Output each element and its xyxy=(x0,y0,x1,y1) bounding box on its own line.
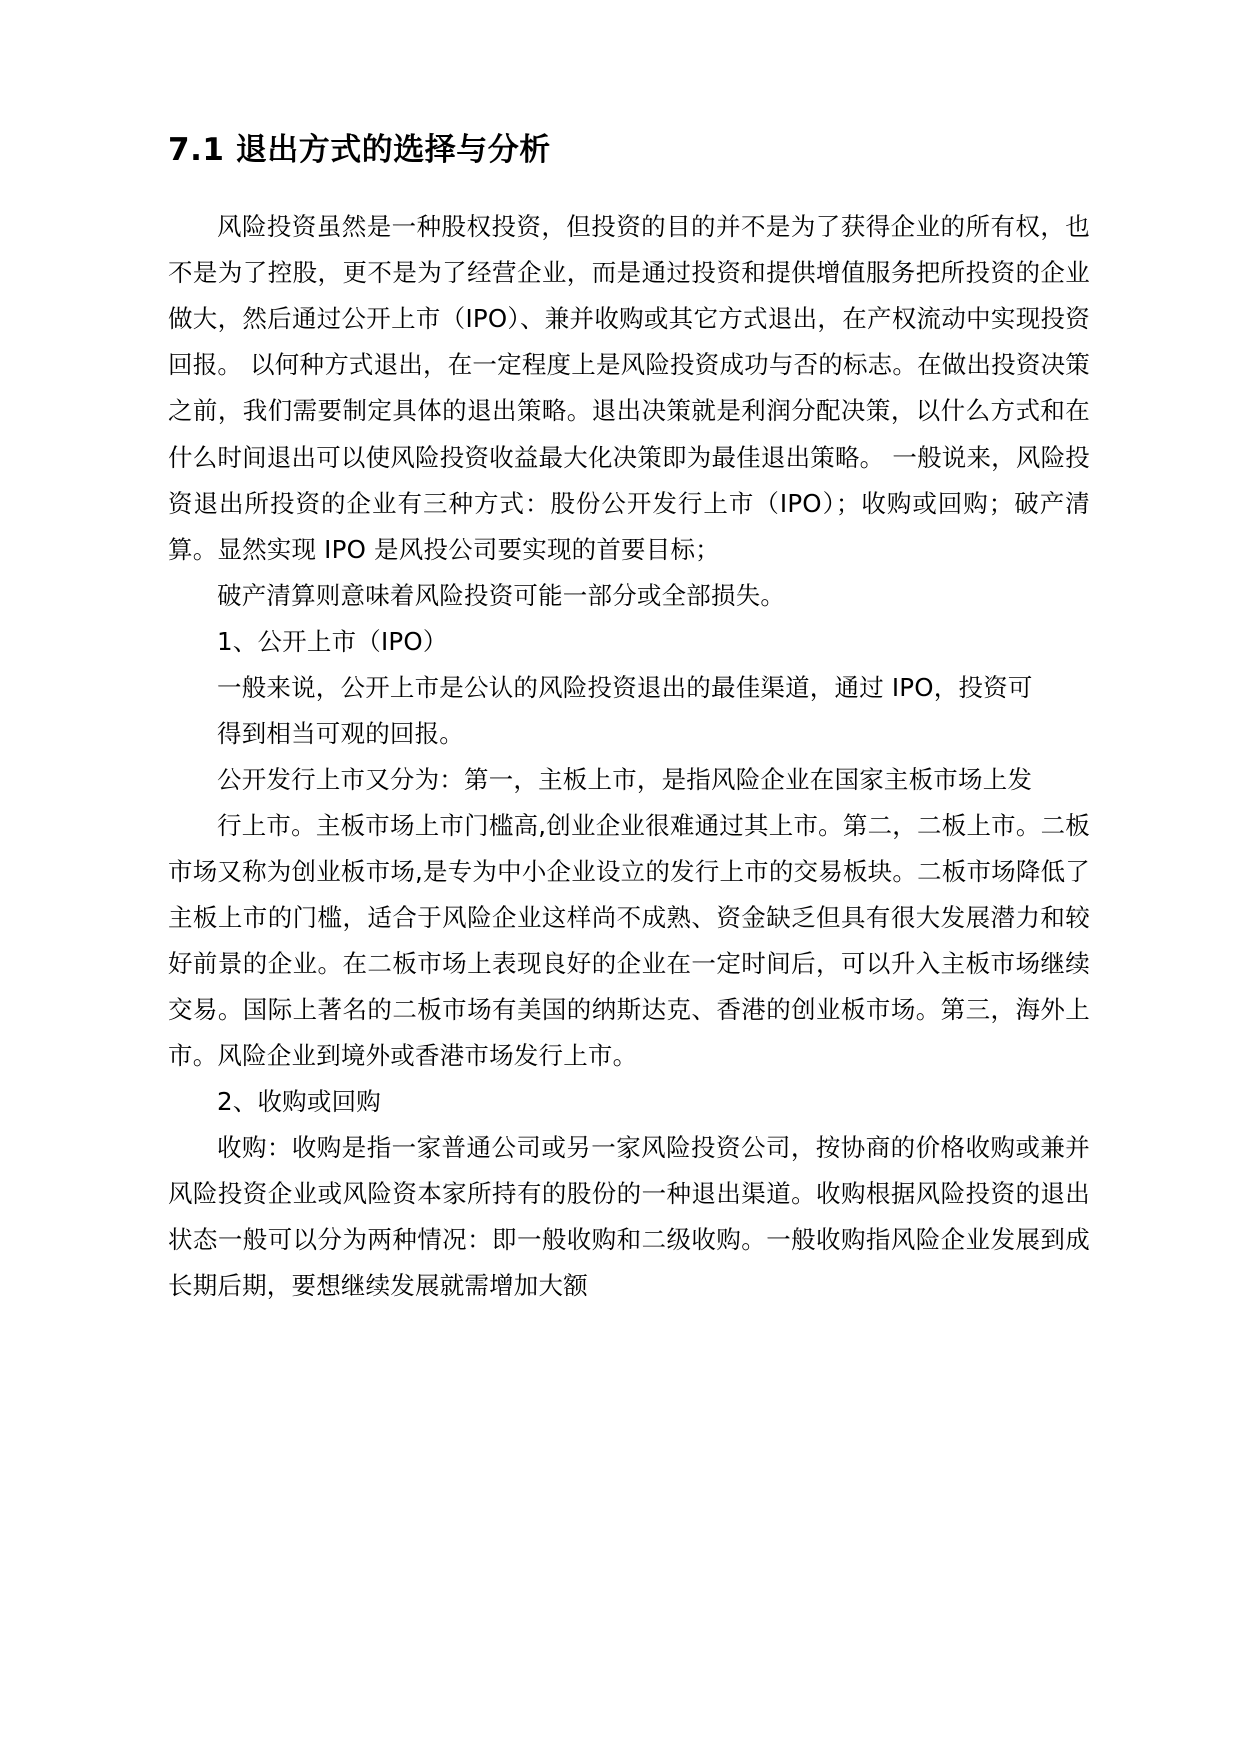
paragraph-7: 行上市。主板市场上市门槛高,创业企业很难通过其上市。第二，二板上市。二板市场又称为创业板市场,是专为中小企业设立的发行上市的交易板块。二板市场降低了主板上市的门槛，适合于风险企业这样尚不成熟、资金缺乏但具有很大发展潜力和较好前景的企业。在二板市场上表现良好的企业在一定时间后，可以升入主板市场继续交易。国际上著名的二板市场有美国的纳斯达克、香港的创业板市场。第三，海外上市。风险企业到境外或香港市场发行上市。 xyxy=(168,810,1090,1071)
paragraph-4: 一般来说，公开上市是公认的风险投资退出的最佳渠道，通过 IPO，投资可 xyxy=(217,672,1033,702)
document-body xyxy=(168,204,1090,1309)
page-title: 7.1 退出方式的选择与分析 xyxy=(168,132,551,168)
paragraph-6: 公开发行上市又分为：第一，主板上市，是指风险企业在国家主板市场上发 xyxy=(217,764,1033,794)
paragraph-9: 收购：收购是指一家普通公司或另一家风险投资公司，按协商的价格收购或兼并风险投资企业或风险资本家所持有的股份的一种退出渠道。收购根据风险投资的退出状态一般可以分为两种情况：即一般收购和二级收购。一般收购指风险企业发展到成长期后期，要想继续发展就需增加大额 xyxy=(168,1133,1090,1301)
paragraph-3: 1、公开上市（IPO） xyxy=(217,626,448,656)
paragraph-5: 得到相当可观的回报。 xyxy=(217,718,464,748)
paragraph-1: 风险投资虽然是一种股权投资，但投资的目的并不是为了获得企业的所有权，也不是为了控股，更不是为了经营企业，而是通过投资和提供增值服务把所投资的企业做大，然后通过公开上市（IPO）、兼并收购或其它方式退出，在产权流动中实现投资回报。 以何种方式退出，在一定程度上是风险投资成功与否的标志。在做出投资决策之前，我们需要制定具体的退出策略。退出决策就是利润分配决策，以什么方式和在什么时间退出可以使风险投资收益最大化决策即为最佳退出策略。 一般说来，风险投资退出所投资的企业有三种方式：股份公开发行上市（IPO）；收购或回购；破产清算。显然实现 IPO 是风投公司要实现的首要目标； xyxy=(168,212,1090,564)
paragraph-8: 2、收购或回购 xyxy=(217,1087,381,1117)
paragraph-2: 破产清算则意味着风险投资可能一部分或全部损失。 xyxy=(217,580,786,610)
